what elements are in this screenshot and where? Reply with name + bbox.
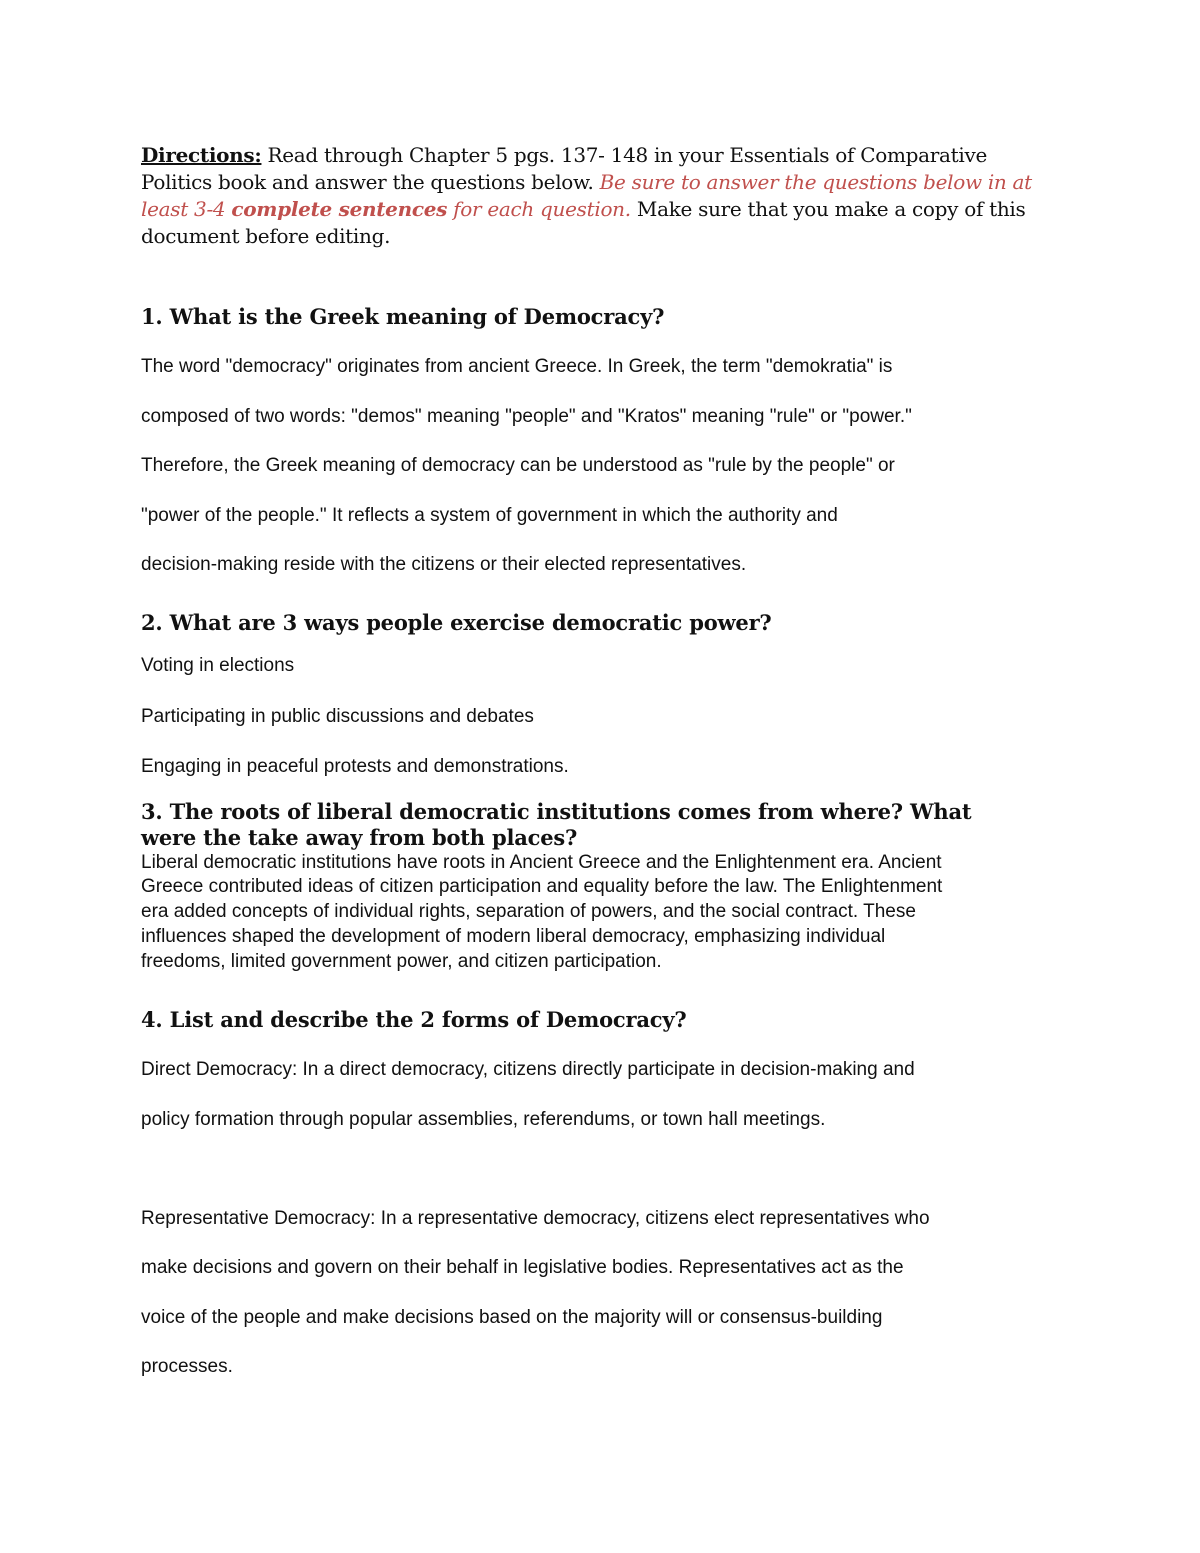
question-2-answer xyxy=(141,654,1061,779)
question-4-answer xyxy=(141,1045,1061,1392)
answer-line: Greece contributed ideas of citizen participation and equality before the law. The Enlightenment xyxy=(141,876,943,898)
list-item: Engaging in peaceful protests and demonstrations. xyxy=(141,755,569,777)
answer-line: decision-making reside with the citizens or their elected representatives. xyxy=(141,554,747,575)
answer-line: make decisions and govern on their behalf in legislative bodies. Representatives act as the xyxy=(141,1257,904,1279)
answer-line: voice of the people and make decisions based on the majority will or consensus-building xyxy=(141,1306,883,1328)
question-3-line-2: were the take away from both places? xyxy=(141,824,578,850)
answer-line: Representative Democracy: In a representative democracy, citizens elect representatives who xyxy=(141,1207,930,1229)
directions-text-2: Make sure that you make a copy of this document before editing. xyxy=(141,197,1026,248)
question-3-line-1: 3. The roots of liberal democratic institutions comes from where? What xyxy=(141,798,972,824)
directions-warning-bold: complete sentences xyxy=(231,197,448,221)
question-3-answer xyxy=(141,851,1061,975)
answer-line: freedoms, limited government power, and citizen participation. xyxy=(141,950,662,972)
list-item: Participating in public discussions and debates xyxy=(141,705,534,727)
directions-text-1: Read through Chapter 5 pgs. 137- 148 in your Essentials of Comparative Politics book and answer the questions below. xyxy=(141,143,987,194)
answer-line: policy formation through popular assemblies, referendums, or town hall meetings. xyxy=(141,1108,826,1130)
question-3-heading xyxy=(141,799,1061,851)
answer-line: Therefore, the Greek meaning of democracy can be understood as "rule by the people" or xyxy=(141,455,895,476)
answer-line: "power of the people." It reflects a system of government in which the authority and xyxy=(141,504,838,526)
answer-line: influences shaped the development of modern liberal democracy, emphasizing individual xyxy=(141,925,886,947)
directions-warning-1: Be sure to answer the questions below in at least 3-4 xyxy=(141,170,1032,221)
directions-label: Directions: xyxy=(141,143,262,167)
document-page xyxy=(141,138,1061,1392)
answer-line: era added concepts of individual rights, separation of powers, and the social contract. These xyxy=(141,901,916,923)
question-1-answer xyxy=(141,342,1061,590)
answer-line: composed of two words: "demos" meaning "people" and "Kratos" meaning "rule" or "power." xyxy=(141,405,912,427)
directions-warning-2: for each question. xyxy=(447,197,631,221)
answer-line: processes. xyxy=(141,1356,233,1378)
answer-line: Liberal democratic institutions have roots in Ancient Greece and the Enlightenment era. Ancient xyxy=(141,851,942,873)
blank-line xyxy=(141,1144,1061,1194)
directions-paragraph xyxy=(141,142,1061,250)
question-2-heading: 2. What are 3 ways people exercise democratic power? xyxy=(141,609,772,635)
question-4-heading: 4. List and describe the 2 forms of Democracy? xyxy=(141,1007,687,1033)
answer-line: The word "democracy" originates from ancient Greece. In Greek, the term "demokratia" is xyxy=(141,356,893,377)
list-item: Voting in elections xyxy=(141,654,295,676)
question-1-heading: 1. What is the Greek meaning of Democracy? xyxy=(141,304,665,329)
answer-line: Direct Democracy: In a direct democracy, citizens directly participate in decision-making and xyxy=(141,1059,915,1081)
